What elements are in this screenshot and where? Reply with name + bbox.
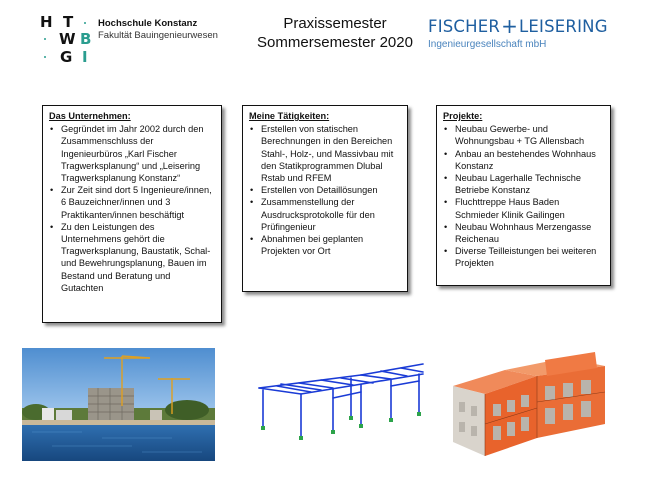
company-subtitle: Ingenieurgesellschaft mbH bbox=[428, 39, 547, 50]
company-info-list bbox=[49, 123, 215, 294]
tasks-heading: Meine Tätigkeiten: bbox=[249, 111, 330, 121]
projects-heading: Projekte: bbox=[443, 111, 483, 121]
logo-letter-h: H bbox=[40, 13, 53, 31]
tasks-box bbox=[242, 105, 408, 292]
university-name: Hochschule Konstanz bbox=[98, 18, 198, 29]
logo-letter-g: G bbox=[60, 48, 73, 66]
company-info-box bbox=[42, 105, 222, 323]
projects-list bbox=[443, 123, 604, 269]
list-item: • Neubau Gewerbe- und Wohnungsbau + TG Allensbach bbox=[443, 123, 604, 147]
list-item: • Gegründet im Jahr 2002 durch den Zusammenschluss der Ingenieurbüros „Karl Fischer Tragwerksplanung“ und „Leisering Tragwerksplanung Konstanz“ bbox=[49, 123, 215, 184]
title-line-2: Sommersemester 2020 bbox=[257, 34, 413, 51]
list-item: • Erstellen von Detaillösungen bbox=[249, 184, 401, 196]
logo-dot bbox=[84, 22, 86, 24]
company-name bbox=[428, 14, 628, 38]
list-item: • Erstellen von statischen Berechnungen in den Bereichen Stahl-, Holz-, und Massivbau mit den Statikprogrammen Dlubal Rstab und RFEM bbox=[249, 123, 401, 184]
logo-letter-w: W bbox=[59, 30, 76, 48]
logo-letter-t: T bbox=[63, 13, 74, 31]
list-item: • Zur Zeit sind dort 5 Ingenieure/innen, 6 Bauzeichner/innen und 3 Praktikanten/innen beschäftigt bbox=[49, 184, 215, 221]
faculty-name: Fakultät Bauingenieurwesen bbox=[98, 30, 218, 41]
company-name-part2: LEISERING bbox=[519, 17, 608, 36]
logo-letter-i: I bbox=[82, 48, 88, 66]
company-plus-icon: + bbox=[501, 14, 519, 38]
list-item: • Diverse Teilleistungen bei weiteren Projekten bbox=[443, 245, 604, 269]
list-item: • Zu den Leistungen des Unternehmens gehört die Tragwerksplanung, Baustatik, Schal- und Bewehrungsplanung, Bauen im Bestand und Beratung und Gutachten bbox=[49, 221, 215, 294]
building-3d-model bbox=[445, 346, 610, 464]
projects-box bbox=[436, 105, 611, 286]
company-logo bbox=[428, 14, 628, 50]
logo-letter-b: B bbox=[80, 30, 92, 48]
construction-site-photo bbox=[22, 348, 215, 461]
list-item: • Fluchttreppe Haus Baden Schmieder Klinik Gailingen bbox=[443, 196, 604, 220]
list-item: • Anbau an bestehendes Wohnhaus Konstanz bbox=[443, 148, 604, 172]
htwg-logo bbox=[40, 14, 90, 66]
list-item: • Neubau Lagerhalle Technische Betriebe Konstanz bbox=[443, 172, 604, 196]
company-info-heading: Das Unternehmen: bbox=[49, 111, 131, 121]
list-item: • Zusammenstellung der Ausdrucksprotokolle für den Prüfingenieur bbox=[249, 196, 401, 233]
title-line-1: Praxissemester bbox=[283, 15, 387, 32]
logo-dot bbox=[44, 56, 46, 58]
list-item: • Abnahmen bei geplanten Projekten vor Ort bbox=[249, 233, 401, 257]
steel-structure-model bbox=[241, 348, 434, 445]
company-name-part1: FISCHER bbox=[428, 17, 501, 36]
page-title bbox=[240, 14, 430, 52]
university-name-block bbox=[98, 18, 218, 42]
tasks-list bbox=[249, 123, 401, 257]
logo-dot bbox=[44, 38, 46, 40]
list-item: • Neubau Wohnhaus Merzengasse Reichenau bbox=[443, 221, 604, 245]
